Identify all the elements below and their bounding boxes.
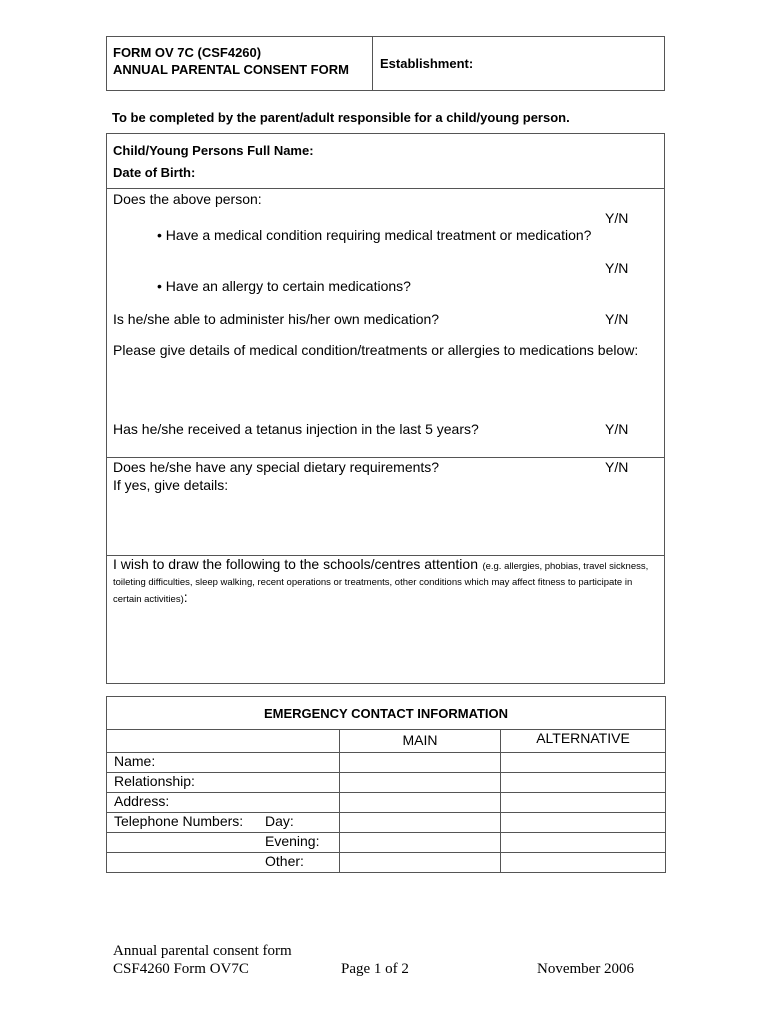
medical-details-prompt: Please give details of medical condition/treatments or allergies to medications below: bbox=[113, 342, 639, 358]
main-name-cell[interactable] bbox=[340, 753, 501, 773]
relationship-row-label: Relationship: bbox=[107, 773, 340, 793]
child-name-field[interactable]: Child/Young Persons Full Name: bbox=[113, 143, 314, 158]
telephone-row-label bbox=[107, 813, 340, 833]
alternative-evening-phone-cell[interactable] bbox=[501, 833, 666, 853]
label-column-header bbox=[107, 730, 340, 753]
form-title: ANNUAL PARENTAL CONSENT FORM bbox=[113, 62, 349, 77]
alternative-relationship-cell[interactable] bbox=[501, 773, 666, 793]
footer-line-1: Annual parental consent form bbox=[113, 943, 292, 959]
establishment-field[interactable]: Establishment: bbox=[380, 56, 474, 71]
medical-condition-answer[interactable]: Y/N bbox=[605, 210, 629, 226]
dietary-question: Does he/she have any special dietary requirements? bbox=[113, 459, 440, 475]
attention-lead: I wish to draw the following to the schools/centres attention bbox=[113, 556, 478, 572]
tetanus-answer[interactable]: Y/N bbox=[605, 421, 629, 437]
dietary-details-area[interactable] bbox=[107, 496, 664, 554]
main-day-phone-cell[interactable] bbox=[340, 813, 501, 833]
dietary-answer[interactable]: Y/N bbox=[605, 459, 629, 475]
attention-details-area[interactable] bbox=[107, 605, 664, 683]
date-of-birth-field[interactable]: Date of Birth: bbox=[113, 165, 196, 180]
attention-examples: (e.g. allergies, phobias, travel sickness, toileting difficulties, sleep walking, recent operations or treatments, other conditions which may affect fitness to participate in certain activities) bbox=[113, 561, 649, 605]
alternative-name-cell[interactable] bbox=[501, 753, 666, 773]
allergy-question: • Have an allergy to certain medications? bbox=[157, 278, 411, 294]
header-divider bbox=[372, 36, 373, 91]
footer-date: November 2006 bbox=[537, 961, 635, 977]
alternative-day-phone-cell[interactable] bbox=[501, 813, 666, 833]
form-code: FORM OV 7C (CSF4260) bbox=[113, 45, 262, 60]
alternative-other-phone-cell[interactable] bbox=[501, 853, 666, 873]
main-column-header: MAIN bbox=[340, 730, 501, 753]
self-medication-question: Is he/she able to administer his/her own medication? bbox=[113, 311, 440, 327]
divider bbox=[106, 457, 665, 458]
main-evening-phone-cell[interactable] bbox=[340, 833, 501, 853]
medical-condition-question: • Have a medical condition requiring medical treatment or medication? bbox=[157, 227, 592, 243]
main-other-phone-cell[interactable] bbox=[340, 853, 501, 873]
divider bbox=[106, 188, 665, 189]
attention-statement bbox=[113, 557, 659, 607]
allergy-answer[interactable]: Y/N bbox=[605, 260, 629, 276]
evening-row-label bbox=[107, 833, 340, 853]
other-label: Other: bbox=[265, 853, 304, 869]
attention-colon: : bbox=[183, 589, 188, 605]
day-label: Day: bbox=[265, 813, 294, 829]
main-relationship-cell[interactable] bbox=[340, 773, 501, 793]
other-row-label bbox=[107, 853, 340, 873]
self-medication-answer[interactable]: Y/N bbox=[605, 311, 629, 327]
medical-details-area[interactable] bbox=[107, 362, 664, 417]
telephone-label: Telephone Numbers: bbox=[114, 813, 244, 829]
dietary-details-prompt: If yes, give details: bbox=[113, 477, 229, 493]
emergency-title: EMERGENCY CONTACT INFORMATION bbox=[107, 697, 666, 730]
emergency-contact-table bbox=[106, 696, 666, 873]
footer-line-2: CSF4260 Form OV7C bbox=[113, 961, 249, 977]
alternative-address-cell[interactable] bbox=[501, 793, 666, 813]
tetanus-question: Has he/she received a tetanus injection in the last 5 years? bbox=[113, 421, 479, 437]
page-number: Page 1 of 2 bbox=[341, 961, 409, 977]
medical-question-intro: Does the above person: bbox=[113, 191, 262, 207]
name-row-label: Name: bbox=[107, 753, 340, 773]
alternative-column-header: ALTERNATIVE bbox=[501, 730, 666, 753]
intro-text: To be completed by the parent/adult responsible for a child/young person. bbox=[112, 110, 570, 125]
address-row-label: Address: bbox=[107, 793, 340, 813]
main-address-cell[interactable] bbox=[340, 793, 501, 813]
evening-label: Evening: bbox=[265, 833, 320, 849]
